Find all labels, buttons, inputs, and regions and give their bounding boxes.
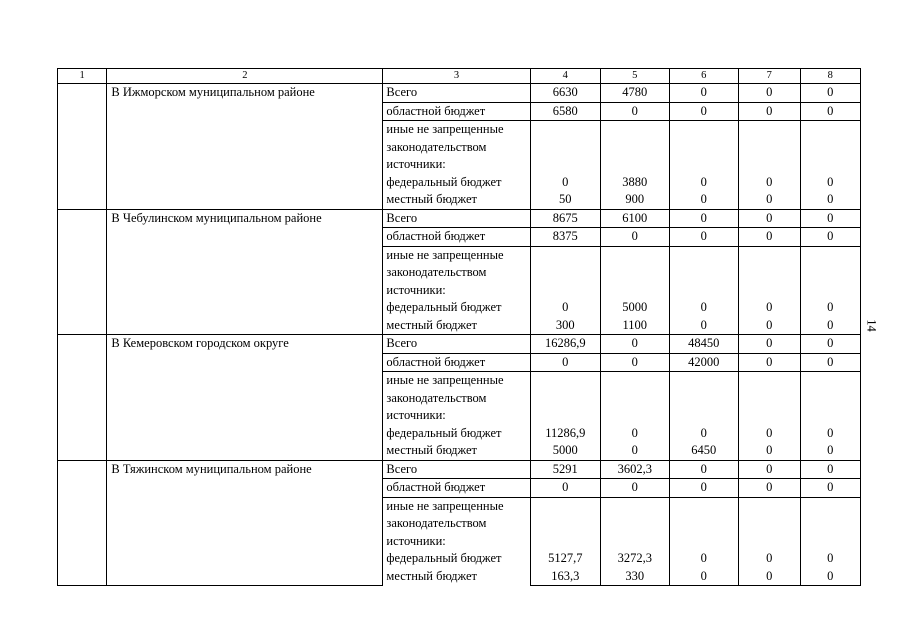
amount-cell (800, 246, 861, 335)
amount-cell (530, 497, 601, 586)
local-budget-value: 5000 (552, 443, 578, 457)
spacer-line (670, 282, 739, 300)
local-budget-value: 1100 (622, 317, 648, 332)
amount-cell: 0 (739, 460, 800, 479)
spacer-line (601, 407, 669, 425)
spacer-line (670, 498, 739, 516)
spacer-line (739, 156, 799, 174)
spacer-line (739, 121, 799, 139)
amount-cell: 0 (669, 460, 739, 479)
amount-cell (530, 121, 601, 210)
local-budget-label: местный бюджет (386, 443, 478, 457)
budget-label: областной бюджет (383, 228, 530, 247)
federal-budget-label: федеральный бюджет (386, 300, 502, 314)
amount-cell: 0 (739, 84, 800, 103)
index-cell (58, 335, 107, 461)
other-sources-label (383, 497, 530, 586)
amount-cell: 0 (669, 479, 739, 498)
amount-cell (800, 372, 861, 461)
amount-cell: 6100 (601, 209, 670, 228)
spacer-line (601, 533, 669, 551)
other-sources-line: законодательством (386, 516, 487, 530)
spacer-line (801, 139, 861, 157)
budget-label: Всего (383, 335, 530, 354)
district-total-row (58, 209, 861, 228)
federal-budget-value: 3880 (622, 174, 648, 189)
amount-cell: 0 (800, 102, 861, 121)
amount-cell: 8675 (530, 209, 601, 228)
spacer-line (801, 372, 861, 390)
federal-budget-value: 0 (766, 425, 773, 440)
amount-cell: 0 (739, 228, 800, 247)
column-header: 8 (800, 69, 861, 84)
spacer-line (739, 247, 799, 265)
local-budget-value: 900 (625, 192, 645, 206)
other-sources-line: источники: (386, 157, 446, 171)
federal-budget-value: 11286,9 (545, 425, 586, 440)
other-sources-line: законодательством (386, 265, 487, 279)
spacer-line (801, 264, 861, 282)
table-body (58, 69, 861, 586)
spacer-line (801, 498, 861, 516)
column-header: 6 (669, 69, 739, 84)
amount-cell: 0 (739, 479, 800, 498)
local-budget-value: 0 (700, 317, 707, 332)
spacer-line (739, 264, 799, 282)
amount-cell: 6580 (530, 102, 601, 121)
header-row (58, 69, 861, 84)
spacer-line (670, 121, 739, 139)
page-number: 14 (864, 319, 879, 332)
amount-cell: 48450 (669, 335, 739, 354)
spacer-line (670, 533, 739, 551)
amount-cell: 8375 (530, 228, 601, 247)
spacer-line (801, 121, 861, 139)
federal-budget-value: 0 (766, 300, 773, 314)
federal-budget-value: 0 (700, 425, 707, 440)
federal-budget-value: 0 (562, 300, 569, 314)
federal-budget-value: 0 (827, 174, 834, 189)
amount-cell (601, 246, 670, 335)
district-name: В Кемеровском городском округе (107, 335, 383, 461)
spacer-line (670, 156, 739, 174)
federal-budget-label: федеральный бюджет (386, 425, 502, 440)
amount-cell (669, 246, 739, 335)
amount-cell: 3602,3 (601, 460, 670, 479)
spacer-line (801, 282, 861, 300)
local-budget-value: 0 (827, 443, 834, 457)
other-sources-label (383, 246, 530, 335)
spacer-line (601, 390, 669, 408)
local-budget-value: 300 (555, 317, 575, 332)
spacer-line (739, 372, 799, 390)
local-budget-value: 0 (827, 317, 834, 332)
column-header: 4 (530, 69, 601, 84)
amount-cell (601, 121, 670, 210)
other-sources-line: источники: (386, 533, 446, 548)
federal-budget-value: 0 (562, 174, 569, 189)
local-budget-value: 0 (827, 568, 834, 583)
other-sources-label (383, 372, 530, 461)
amount-cell: 0 (601, 353, 670, 372)
amount-cell: 0 (800, 228, 861, 247)
budget-table (57, 68, 861, 586)
amount-cell: 0 (669, 84, 739, 103)
spacer-line (801, 247, 861, 265)
spacer-line (531, 372, 601, 390)
spacer-line (601, 282, 669, 300)
spacer-line (531, 156, 601, 174)
amount-cell: 0 (800, 460, 861, 479)
federal-budget-value: 0 (631, 425, 638, 440)
spacer-line (601, 121, 669, 139)
amount-cell (601, 372, 670, 461)
federal-budget-value: 0 (700, 174, 707, 189)
federal-budget-value: 5000 (622, 300, 648, 314)
spacer-line (601, 372, 669, 390)
amount-cell (669, 121, 739, 210)
local-budget-value: 330 (625, 568, 645, 583)
amount-cell: 0 (739, 335, 800, 354)
other-sources-line: источники: (386, 282, 446, 297)
amount-cell (530, 246, 601, 335)
other-sources-line: иные не запрещенные (386, 373, 504, 387)
spacer-line (601, 264, 669, 282)
spacer-line (531, 407, 601, 425)
spacer-line (531, 264, 601, 282)
amount-cell: 0 (800, 353, 861, 372)
spacer-line (670, 372, 739, 390)
district-total-row (58, 335, 861, 354)
other-sources-line: иные не запрещенные (386, 247, 504, 262)
amount-cell: 0 (601, 228, 670, 247)
spacer-line (531, 533, 601, 551)
local-budget-label: местный бюджет (386, 317, 478, 332)
amount-cell: 0 (601, 335, 670, 354)
spacer-line (739, 515, 799, 533)
spacer-line (801, 156, 861, 174)
amount-cell: 0 (739, 353, 800, 372)
spacer-line (531, 515, 601, 533)
local-budget-value: 0 (700, 568, 707, 583)
amount-cell (739, 497, 800, 586)
amount-cell: 0 (669, 209, 739, 228)
spacer-line (801, 533, 861, 551)
column-header: 2 (107, 69, 383, 84)
federal-budget-value: 0 (827, 425, 834, 440)
spacer-line (670, 264, 739, 282)
amount-cell: 0 (530, 479, 601, 498)
federal-budget-value: 0 (827, 551, 834, 565)
amount-cell: 0 (739, 102, 800, 121)
local-budget-label: местный бюджет (386, 568, 478, 583)
budget-label: областной бюджет (383, 102, 530, 121)
federal-budget-value: 0 (700, 300, 707, 314)
amount-cell: 0 (800, 335, 861, 354)
federal-budget-value: 0 (766, 174, 773, 189)
spacer-line (531, 282, 601, 300)
spacer-line (801, 390, 861, 408)
column-header: 1 (58, 69, 107, 84)
amount-cell (739, 372, 800, 461)
district-total-row (58, 460, 861, 479)
spacer-line (739, 282, 799, 300)
amount-cell: 0 (601, 479, 670, 498)
spacer-line (739, 139, 799, 157)
spacer-line (601, 247, 669, 265)
federal-budget-label: федеральный бюджет (386, 174, 502, 189)
amount-cell (739, 121, 800, 210)
spacer-line (739, 407, 799, 425)
index-cell (58, 84, 107, 210)
district-name: В Ижморском муниципальном районе (107, 84, 383, 210)
amount-cell: 0 (800, 209, 861, 228)
spacer-line (801, 515, 861, 533)
amount-cell (800, 497, 861, 586)
federal-budget-value: 3272,3 (617, 551, 652, 565)
amount-cell (601, 497, 670, 586)
amount-cell: 0 (530, 353, 601, 372)
spacer-line (739, 390, 799, 408)
other-sources-line: законодательством (386, 139, 487, 154)
budget-label: Всего (383, 84, 530, 103)
amount-cell: 0 (601, 102, 670, 121)
district-name: В Чебулинском муниципальном районе (107, 209, 383, 335)
local-budget-value: 0 (827, 192, 834, 206)
amount-cell: 0 (800, 479, 861, 498)
local-budget-value: 0 (766, 568, 773, 583)
local-budget-value: 0 (766, 317, 773, 332)
amount-cell: 4780 (601, 84, 670, 103)
spacer-line (670, 407, 739, 425)
spacer-line (531, 247, 601, 265)
other-sources-label (383, 121, 530, 210)
federal-budget-value: 0 (827, 300, 834, 314)
budget-label: Всего (383, 209, 530, 228)
spacer-line (739, 533, 799, 551)
column-header: 3 (383, 69, 530, 84)
spacer-line (531, 498, 601, 516)
spacer-line (670, 390, 739, 408)
local-budget-value: 163,3 (551, 568, 580, 583)
index-cell (58, 460, 107, 586)
other-sources-line: законодательством (386, 390, 487, 405)
spacer-line (601, 139, 669, 157)
budget-label: областной бюджет (383, 479, 530, 498)
amount-cell (669, 497, 739, 586)
amount-cell: 5291 (530, 460, 601, 479)
spacer-line (670, 247, 739, 265)
spacer-line (739, 498, 799, 516)
spacer-line (601, 156, 669, 174)
budget-label: областной бюджет (383, 353, 530, 372)
federal-budget-value: 5127,7 (548, 551, 583, 565)
amount-cell: 42000 (669, 353, 739, 372)
budget-label: Всего (383, 460, 530, 479)
amount-cell: 0 (800, 84, 861, 103)
spacer-line (601, 515, 669, 533)
amount-cell (800, 121, 861, 210)
local-budget-value: 0 (631, 443, 638, 457)
spacer-line (670, 139, 739, 157)
other-sources-line: иные не запрещенные (386, 122, 504, 136)
spacer-line (670, 515, 739, 533)
federal-budget-label: федеральный бюджет (386, 551, 502, 565)
spacer-line (601, 498, 669, 516)
spacer-line (531, 121, 601, 139)
column-header: 5 (601, 69, 670, 84)
amount-cell: 0 (739, 209, 800, 228)
local-budget-value: 6450 (691, 443, 717, 457)
spacer-line (801, 407, 861, 425)
spacer-line (531, 390, 601, 408)
amount-cell: 16286,9 (530, 335, 601, 354)
local-budget-label: местный бюджет (386, 192, 478, 206)
other-sources-line: источники: (386, 408, 446, 422)
federal-budget-value: 0 (766, 551, 773, 565)
spacer-line (531, 139, 601, 157)
other-sources-line: иные не запрещенные (386, 498, 504, 513)
amount-cell (739, 246, 800, 335)
amount-cell: 0 (669, 102, 739, 121)
amount-cell (530, 372, 601, 461)
amount-cell: 6630 (530, 84, 601, 103)
local-budget-value: 0 (766, 443, 773, 457)
federal-budget-value: 0 (700, 551, 707, 565)
index-cell (58, 209, 107, 335)
local-budget-value: 0 (766, 192, 773, 206)
column-header: 7 (739, 69, 800, 84)
district-total-row (58, 84, 861, 103)
local-budget-value: 0 (700, 192, 707, 206)
local-budget-value: 50 (559, 192, 572, 206)
amount-cell: 0 (669, 228, 739, 247)
amount-cell (669, 372, 739, 461)
district-name: В Тяжинском муниципальном районе (107, 460, 383, 586)
